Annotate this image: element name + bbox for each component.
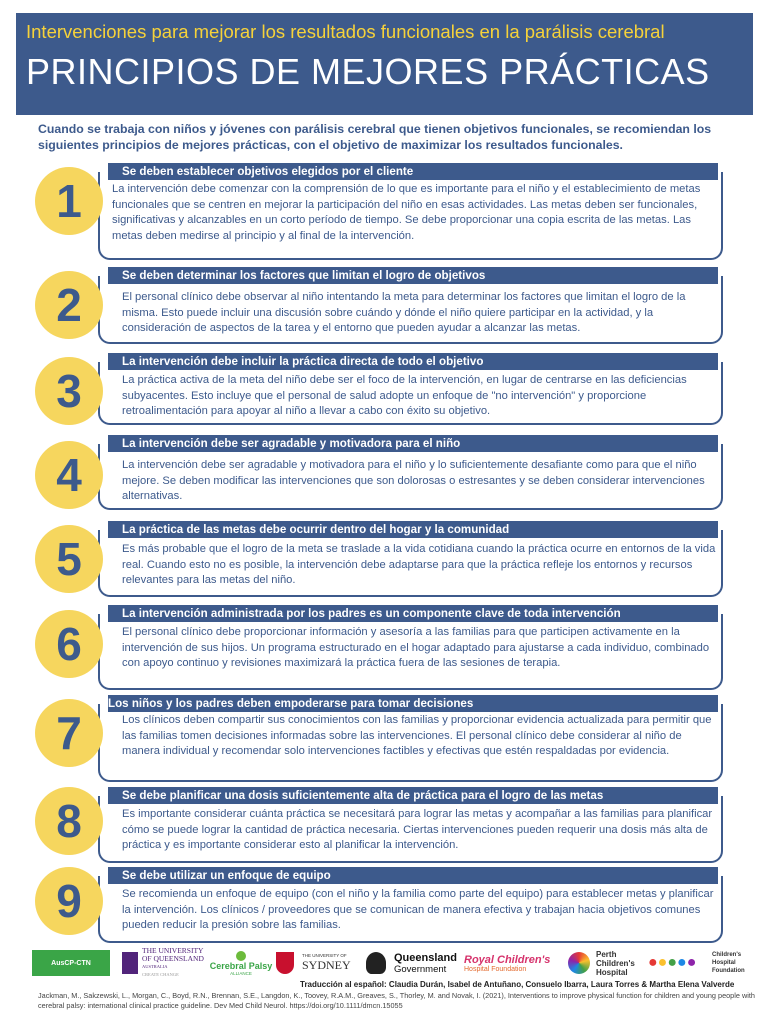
number-circle: 6	[35, 610, 103, 678]
principle-title: Los niños y los padres deben empoderarse para tomar decisiones	[108, 695, 718, 712]
qld-crest-icon	[366, 946, 390, 980]
header-banner	[16, 13, 753, 115]
principle-text: El personal clínico debe proporcionar información y asesoría a las familias para que participen activamente en la intervención de sus hijos. Un programa estructurado en el hogar adaptado para ajustarse a cada individuo, combinado con apoyo continuo y revisiones maximizará la práctica fuera de las sesiones de terapia.	[122, 626, 710, 669]
principle-title: La práctica de las metas debe ocurrir dentro del hogar y la comunidad	[108, 521, 718, 538]
perth-childrens-logo: Perth Children's Hospital	[596, 949, 635, 977]
number-circle: 4	[35, 441, 103, 509]
page-title: PRINCIPIOS DE MEJORES PRÁCTICAS	[26, 51, 710, 92]
principle-text: Es importante considerar cuánta práctica se necesitará para lograr las metas y acompañar a las familias para planificar cómo se puede lograr la cantidad de práctica necesaria. Ciertas intervenciones pueden requerir una dosis más alta de práctica y es importante considerar esto al planificar la intervención.	[122, 808, 713, 851]
principle-text: La intervención debe ser agradable y motivadora para el niño y lo suficientemente desafiante como para que el niño mejore. Se deben modificar las intervenciones que son dolorosas o estresantes y se deben considerar intervenciones alternativas.	[122, 459, 705, 502]
cp-alliance-logo: Cerebral Palsy ALLIANCE	[210, 946, 272, 980]
principle-text: Los clínicos deben compartir sus conocimientos con las familias y proporcionar evidencia actualizada para permitir que las familias tomen decisiones informadas sobre las intervenciones. El personal clínico debe considerar al niño de manera individual y recomendar solo intervenciones factibles y efectivas que estén respaldadas por evidencia.	[122, 714, 712, 757]
partner-logos	[30, 946, 748, 980]
number-circle: 1	[35, 167, 103, 235]
qld-government-logo: Queensland Government	[394, 951, 457, 975]
principle-title: Se debe planificar una dosis suficientemente alta de práctica para el logro de las metas	[108, 787, 718, 804]
sydney-logo: THE UNIVERSITY OF SYDNEY	[302, 953, 351, 972]
auscp-logo-box: AusCP-CTN	[32, 950, 110, 976]
principle-text: Se recomienda un enfoque de equipo (con el niño y la familia como parte del equipo) para establecer metas y planificar la intervención. Los clínicos / proveedores que se comunican de manera efectiva y trabajan hacia objetivos comunes pueden reducir la presión sobre las familias.	[122, 888, 714, 931]
principle-title: Se deben establecer objetivos elegidos por el cliente	[108, 163, 718, 180]
principle-title: La intervención administrada por los padres es un componente clave de toda intervención	[108, 605, 718, 622]
principle-text: El personal clínico debe observar al niño intentando la meta para determinar los factores que limitan el logro de la misma. Esto puede incluir una discusión sobre cuándo y dónde el niño quiere participar en la actividad, y la consideración de aspectos de la tarea y el entorno que pueden ayudar a alcanzar las metas.	[122, 291, 686, 334]
sydney-crest-icon	[276, 946, 298, 980]
number-circle: 8	[35, 787, 103, 855]
principle-title: Se debe utilizar un enfoque de equipo	[108, 867, 718, 884]
citation: Jackman, M., Sakzewski, L., Morgan, C., Boyd, R.N., Brennan, S.E., Langdon, K., Toovey, R.A.M., Greaves, S., Thorley, M. and Novak, I. (2021), Interventions to improve physical function for children and young people with cerebral palsy: international clinical practice guideline. Dev Med Child Neurol. https://doi.org/10.1111/dmcn.15055	[38, 991, 755, 1010]
number-circle: 9	[35, 867, 103, 935]
number-circle: 7	[35, 699, 103, 767]
header-subtitle: Intervenciones para mejorar los resultados funcionales en la parálisis cerebral	[26, 21, 665, 42]
cpa-figure-icon	[236, 951, 246, 961]
principle-text: La intervención debe comenzar con la comprensión de lo que es importante para el niño y el establecimiento de metas funcionales que se centren en mejorar la participación del niño en esas actividades. Las metas deben ser funcionales, significativas y alcanzables en un corto período de tiempo. Se debe proporcionar una copia escrita de las metas. Las metas deben medirse al principio y al final de la intervención.	[112, 183, 701, 242]
uq-logo: THE UNIVERSITY OF QUEENSLAND AUSTRALIA CREATE CHANGE	[122, 946, 206, 980]
uq-crest-icon	[122, 952, 138, 974]
intro-text: Cuando se trabaja con niños y jóvenes con parálisis cerebral que tienen objetivos funcionales, se recomiendan los siguientes principios de mejores prácticas, con el objetivo de maximizar los resultados funcionales.	[38, 122, 712, 152]
number-circle: 3	[35, 357, 103, 425]
number-circle: 5	[35, 525, 103, 593]
number-circle: 2	[35, 271, 103, 339]
principle-title: La intervención debe incluir la práctica directa de todo el objetivo	[108, 353, 718, 370]
principle-title: Se deben determinar los factores que limitan el logro de objetivos	[108, 267, 718, 284]
principle-title: La intervención debe ser agradable y motivadora para el niño	[108, 435, 718, 452]
perth-childrens-icon	[568, 946, 594, 980]
translation-credit: Traducción al español: Claudia Durán, Isabel de Antuñano, Consuelo Ibarra, Laura Torres & Martha Elena Valverde	[300, 980, 735, 989]
auscp-logo	[32, 946, 110, 980]
principle-text: Es más probable que el logro de la meta se traslade a la vida cotidiana cuando la práctica ocurre en entornos de la vida real. Cuando esto no es posible, la intervención debe adaptarse para que la práctica refleje los entornos y recursos relevantes para las metas del niño.	[122, 543, 716, 586]
chf-figures-icon: ● ● ● ● ●	[648, 954, 697, 971]
rch-foundation-logo: Royal Children's Hospital Foundation	[464, 953, 551, 973]
childrens-hospital-foundation-logo: Children's Hospital Foundation	[712, 952, 745, 974]
principle-text: La práctica activa de la meta del niño debe ser el foco de la intervención, en lugar de centrarse en las deficiencias subyacentes. Esto incluye que el personal de salud adopte un enfoque de "no intervención" y proporcione retroalimentación para apoyar al niño a llevar a cabo con éxito su objetivo.	[122, 374, 687, 417]
